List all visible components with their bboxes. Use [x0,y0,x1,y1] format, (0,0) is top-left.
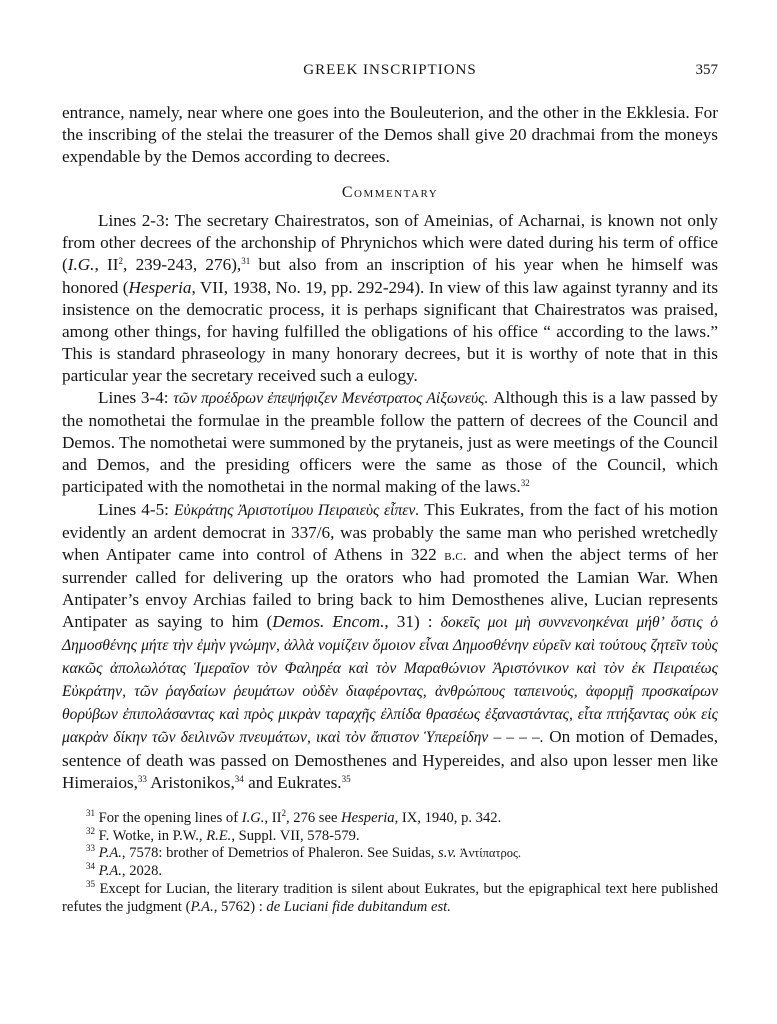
footnote-33 [62,845,718,863]
p3-demos: Demos. Encom. [272,611,385,631]
p3-text3: On motion of Demades, sentence of death was passed on Demosthenes and Hypereides, and also upon lesser men like Himeraios, [62,727,718,792]
footnote-ref-33: 33 [137,773,147,784]
fn32-a: F. Wotke, in P.W., [95,827,207,844]
footnote-35 [62,878,718,917]
p1-ig-ref: , II [94,255,119,275]
fn34-pa: P.A. [98,863,122,880]
footnote-ref-32: 32 [520,478,530,489]
p1-ig-nums: , 239-243, 276), [123,255,242,275]
p2-lead: Lines 3-4: [98,388,174,408]
fn31-a: For the opening lines of [95,809,242,826]
p3-text1: This Eukrates, from the fact of his motion evidently an ardent democrat in 337/6, was probably the same man who perished wretchedly when Antipater came into control of Athens in 322 [62,499,718,564]
fn31-c: , 276 see [285,809,342,826]
fn31-ig: I.G. [241,809,265,826]
page [62,62,718,917]
intro-paragraph: entrance, namely, near where one goes into the Bouleuterion, and the other in the Ekklesia. For the inscribing of the stelai the treasurer of the Demos shall give 20 drachmai from the moneys expendable by the Demos according to decrees. [62,103,718,167]
footnotes [62,807,718,917]
p1-ig-sup: 2 [118,256,123,267]
fn33-greek: Ἀντίπατρος. [456,846,522,861]
p1-mid: but also from an inscription of his year when he himself was honored ( [62,255,719,297]
commentary-paragraph-lines-2-3 [62,210,718,387]
p1-ig: I.G. [67,255,95,275]
fn35-latin: de Luciani fide dubitandum est. [266,898,451,915]
page-number: 357 [695,62,718,78]
fn32-num: 32 [86,825,95,836]
running-head [62,62,718,88]
footnote-34 [62,863,718,881]
fn31-d: , IX, 1940, p. 342. [394,809,502,826]
fn35-pa: P.A. [190,898,214,915]
p3-greek: Εὐκράτης Ἀριστοτίμου Πειραιεὺς εἶπεν. [174,501,420,519]
footnote-ref-35: 35 [341,773,351,784]
running-head-title: GREEK INSCRIPTIONS [303,62,477,78]
section-heading-text: Commentary [341,184,439,202]
p3-text2: and when the abject terms of her surrender called for delivering up the orators who had promoted the Lamian War. When Antipater’s envoy Archias failed to bring back to him Demosthenes alive, Lucian represents Antipater as saying to him ( [62,544,719,631]
p1-lead: Lines 2-3: The secretary Chairestratos, son of Ameinias, of Acharnai, is known not only from other decrees of the archonship of Phrynichos which were dated during his term of office ( [62,211,718,275]
section-heading [62,184,718,202]
fn32-b: , Suppl. VII, 578-579. [231,827,360,844]
footnote-32 [62,825,718,846]
p2-text: Although this is a law passed by the nomothetai the formulae in the preamble follow the pattern of decrees of the Council and Demos. The nomothetai were summoned by the prytaneis, just as were meetings of the Council and Demos, and the presiding officers were the same as those of the Council, which participated with the nomothetai in the normal making of the laws. [62,388,719,497]
p1-hesp-ref: , VII, 1938, No. 19, pp. 292-294). In view of this law against tyranny and its insistence on the democratic process, it is perhaps significant that Chairestratos was praised, among other things, for having fulfilled the obligations of his office “ according to the laws.” This is standard phraseology in many honorary decrees, but it is worthy of note that in this particular year the secretary received such a eulogy. [62,277,719,385]
fn33-pa: P.A. [98,845,122,862]
fn34-num: 34 [86,861,95,872]
p3-text5: and Eukrates. [243,772,342,792]
p3-greek-quote: δοκεῖς μοι μὴ συννενοηκέναι μήθ’ ὅστις ὁ Δημοσθένης μήτε τὴν ἐμὴν γνώμην, ἀλλὰ νομίζειν ὅμοιον εἶναι Δημοσθένην εὑρεῖν καὶ τούτους ζητεῖν τοὺς κακῶς ἀπολωλότας Ἱμεραῖον τὸν Φαληρέα καὶ τὸν Μαραθώνιον Ἀριστόνικον καὶ τὸν ἐκ Πειραιέως Εὐκράτην, τῶν ῥαγδαίων ῥευμάτων οὐδὲν διαφέροντας, ἀνθρώπους ταπεινούς, ἀφορμῇ προσκαίρων θορύβων ἐπιπολάσαντας καὶ πρὸς μικρὰν ταραχῆς ἐλπίδα θρασέως ἐξαναστάντας, εἶτα πτήξαντας οὐκ εἰς μακρὰν δίκην τῶν δειλινῶν πνευμάτων, ικαὶ τὸν ἄπιστον Ὑπερείδην – – – –. [62,613,718,747]
commentary-paragraph-lines-3-4 [62,387,718,498]
p3-lead: Lines 4-5: [98,499,175,519]
fn31-b: , II [264,809,282,826]
fn31-hesperia: Hesperia [341,809,395,826]
p1-hesperia: Hesperia [128,277,192,297]
fn31-num: 31 [86,807,95,818]
commentary-paragraph-lines-4-5 [62,499,718,794]
fn33-num: 33 [86,843,95,854]
p2-greek: τῶν προέδρων ἐπεψήφιζεν Μενέστρατος Αἰξωνεύς. [173,390,489,408]
fn34-a: , 2028. [121,863,163,880]
fn35-num: 35 [86,878,95,889]
p3-demos-num: , 31) : [384,611,441,631]
fn32-re: R.E. [206,827,232,844]
fn31-sup: 2 [281,807,286,818]
footnote-ref-34: 34 [234,773,244,784]
p3-text4: Aristonikos, [146,772,235,792]
footnote-31 [62,807,718,828]
footnote-ref-31: 31 [241,256,251,267]
fn35-a: Except for Lucian, the literary tradition is silent about Eukrates, but the epigraphical text here published refutes the judgment ( [62,880,718,915]
fn35-b: , 5762) : [213,898,267,915]
fn33-a: , 7578: brother of Demetrios of Phaleron. See Suidas, [121,845,439,862]
p3-bc: b.c. [444,547,467,564]
fn33-sv: s.v. [438,845,457,862]
